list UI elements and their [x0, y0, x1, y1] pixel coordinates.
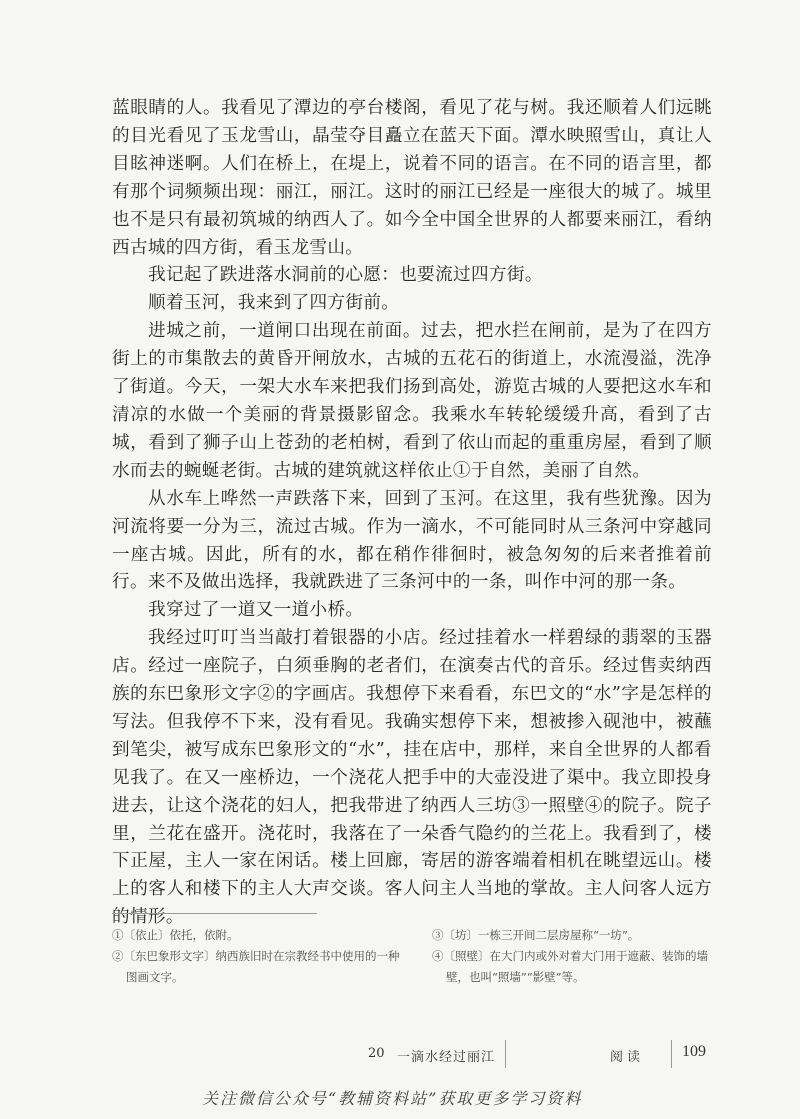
running-footer [0, 1040, 800, 1070]
footnote-1: ①〔依止〕依托，依附。 [112, 928, 239, 942]
paragraph-2: 我记起了跌进落水洞前的心愿：也要流过四方街。 [148, 265, 543, 286]
paragraph-5: 从水车上哗然一声跌落下来，回到了玉河。在这里，我有些犹豫。因为河流将要一分为三，流过古城。作为一滴水，不可能同时从三条河中穿越同一座古城。因此，所有的水，都在稍作徘徊时，被急匆匆的后来者推着前行。来不及做出选择，我就跌进了三条河中的一条，叫作中河的那一条。 [112, 488, 712, 593]
section-label: 阅读 [610, 1050, 645, 1065]
footnotes-left-column [112, 925, 407, 988]
paragraph-6: 我穿过了一道又一道小桥。 [148, 600, 364, 621]
paragraph-3: 顺着玉河，我来到了四方街前。 [148, 293, 400, 314]
footnote-divider [112, 913, 317, 914]
body-text [112, 95, 712, 932]
footnote-4: ④〔照壁〕在大门内或外对着大门用于遮蔽、装饰的墙壁，也叫“照墙”“影壁”等。 [432, 949, 708, 984]
footnotes-right-column [432, 925, 712, 988]
watermark-text: 关注微信公众号“教辅资料站”获取更多学习资料 [202, 1089, 583, 1108]
paragraph-7: 我经过叮叮当当敲打着银器的小店。经过挂着水一样碧绿的翡翠的玉器店。经过一座院子，白须垂胸的老者们，在演奏古代的音乐。经过售卖纳西族的东巴象形文字②的字画店。我想停下来看看，东巴文的“水”字是怎样的写法。但我停不下来，没有看见。我确实想停下来，想被掺入砚池中，被蘸到笔尖，被写成东巴象形文的“水”，挂在店中，那样，来自全世界的人都看见我了。在又一座桥边，一个浇花人把手中的大壶没进了渠中。我立即投身进去，让这个浇花的妇人，把我带进了纳西人三坊③一照壁④的院子。院子里，兰花在盛开。浇花时，我落在了一朵香气隐约的兰花上。我看到了，楼下正屋，主人一家在闲话。楼上回廊，寄居的游客端着相机在眺望远山。楼上的客人和楼下的主人大声交谈。客人问主人当地的掌故。主人问客人远方的情形。 [112, 628, 712, 928]
footnote-3: ③〔坊〕一栋三开间二层房屋称“一坊”。 [432, 928, 640, 942]
chapter-title: 一滴水经过丽江 [397, 1050, 496, 1065]
chapter-number: 20 [368, 1046, 385, 1061]
footer-divider [505, 1040, 506, 1068]
footer-divider [671, 1040, 672, 1068]
page-number: 109 [682, 1043, 706, 1060]
paragraph-4: 进城之前，一道闸口出现在前面。过去，把水拦在闸前，是为了在四方街上的市集散去的黄昏开闸放水，古城的五花石的街道上，水流漫溢，洗净了街道。今天，一架大水车来把我们扬到高处，游览古城的人要把这水车和清凉的水做一个美丽的背景摄影留念。我乘水车转轮缓缓升高，看到了古城，看到了狮子山上苍劲的老柏树，看到了依山而起的重重房屋，看到了顺水而去的蜿蜒老街。古城的建筑就这样依止①于自然，美丽了自然。 [112, 321, 712, 481]
footnote-2: ②〔东巴象形文字〕纳西族旧时在宗教经书中使用的一种图画文字。 [112, 949, 400, 984]
paragraph-1: 蓝眼睛的人。我看见了潭边的亭台楼阁，看见了花与树。我还顺着人们远眺的目光看见了玉龙雪山，晶莹夺目矗立在蓝天下面。潭水映照雪山，真让人目眩神迷啊。人们在桥上，在堤上，说着不同的语言。在不同的语言里，都有那个词频频出现：丽江，丽江。这时的丽江已经是一座很大的城了。城里也不是只有最初筑城的纳西人了。如今全中国全世界的人都要来丽江，看纳西古城的四方街，看玉龙雪山。 [112, 98, 712, 258]
